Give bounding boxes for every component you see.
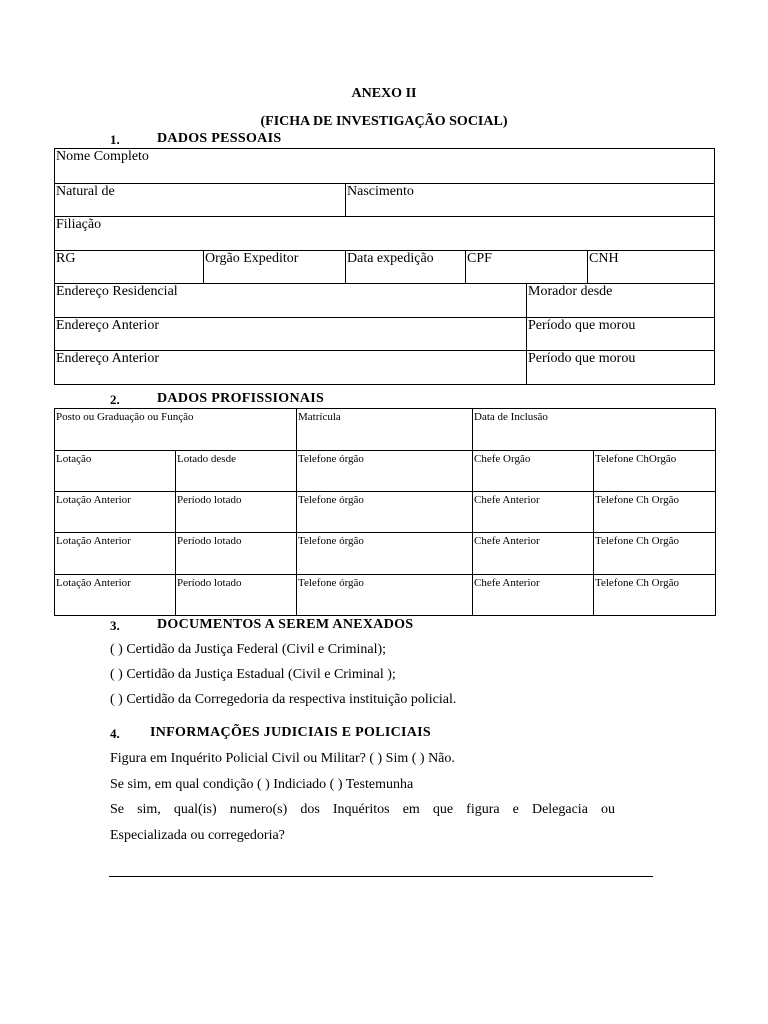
morador-desde-label: Morador desde: [528, 284, 613, 299]
data-expedicao-field[interactable]: [346, 251, 466, 284]
telefone-orgao-label: Telefone órgão: [298, 535, 364, 547]
annex-title: ANEXO II: [351, 86, 417, 101]
telefone-chefe-field[interactable]: [594, 575, 716, 616]
lotacao-anterior-label: Lotação Anterior: [56, 535, 131, 547]
periodo-lotado-label: Período lotado: [177, 577, 242, 589]
posto-field[interactable]: [55, 409, 297, 451]
endereco-residencial-label: Endereço Residencial: [56, 284, 178, 299]
orgao-label: Orgão Expeditor: [205, 251, 299, 266]
periodo-lotado-label: Período lotado: [177, 535, 242, 547]
section4-number: 4.: [110, 726, 120, 741]
lotacao-field[interactable]: [55, 451, 176, 492]
cnh-field[interactable]: [588, 251, 715, 284]
chefe-anterior-field[interactable]: [473, 533, 594, 575]
posto-label: Posto ou Graduação ou Função: [56, 411, 194, 423]
periodo-lotado-label: Período lotado: [177, 494, 242, 506]
natural-label: Natural de: [56, 184, 115, 199]
telefone-orgao-field[interactable]: [297, 533, 473, 575]
section2-title: DADOS PROFISSIONAIS: [157, 391, 325, 406]
answer-line[interactable]: [109, 876, 653, 877]
section1-title: DADOS PESSOAIS: [157, 131, 282, 146]
telefone-orgao-label: Telefone órgão: [298, 453, 364, 465]
document-item: ( ) Certidão da Justiça Federal (Civil e Criminal);: [110, 642, 387, 657]
matricula-field[interactable]: [297, 409, 473, 451]
chefe-anterior-label: Chefe Anterior: [474, 577, 540, 589]
telefone-chefe-label: Telefone Ch Orgão: [595, 535, 679, 547]
chefe-anterior-label: Chefe Anterior: [474, 535, 540, 547]
periodo-lotado-field[interactable]: [176, 533, 297, 575]
section2-number: 2.: [110, 392, 120, 407]
lotacao-label: Lotação: [56, 453, 92, 465]
cnh-label: CNH: [589, 251, 619, 266]
chefe-anterior-label: Chefe Anterior: [474, 494, 540, 506]
natural-de-field[interactable]: [55, 184, 346, 217]
telefone-chefe-label: Telefone Ch Orgão: [595, 577, 679, 589]
periodo-morou-label: Período que morou: [528, 318, 636, 333]
telefone-chefe-label: Telefone Ch Orgão: [595, 494, 679, 506]
lotado-desde-label: Lotado desde: [177, 453, 236, 465]
data-expedicao-label: Data expedição: [347, 251, 434, 266]
telefone-orgao-label: Telefone órgão: [298, 494, 364, 506]
form-subtitle: (FICHA DE INVESTIGAÇÃO SOCIAL): [260, 114, 508, 129]
lotacao-anterior-field[interactable]: [55, 492, 176, 533]
filiacao-label: Filiação: [56, 217, 102, 232]
document-item: ( ) Certidão da Justiça Estadual (Civil e Criminal );: [110, 667, 396, 682]
telefone-chefe-field[interactable]: [594, 451, 716, 492]
telefone-chefe-field[interactable]: [594, 492, 716, 533]
matricula-label: Matrícula: [298, 411, 341, 423]
professional-data-table: [54, 408, 716, 616]
data-inclusao-label: Data de Inclusão: [474, 411, 548, 423]
endereco-residencial-field[interactable]: [55, 284, 527, 318]
personal-data-table: [54, 148, 715, 385]
cpf-field[interactable]: [466, 251, 588, 284]
nome-label: Nome Completo: [56, 149, 149, 164]
nascimento-label: Nascimento: [347, 184, 414, 199]
endereco-anterior-field[interactable]: [55, 351, 527, 385]
cpf-label: CPF: [467, 251, 492, 266]
telefone-orgao-field[interactable]: [297, 451, 473, 492]
chefe-anterior-field[interactable]: [473, 575, 594, 616]
endereco-anterior-label: Endereço Anterior: [56, 318, 160, 333]
telefone-chefe-label: Telefone ChOrgão: [595, 453, 677, 465]
lotado-desde-field[interactable]: [176, 451, 297, 492]
rg-field[interactable]: [55, 251, 204, 284]
data-inclusao-field[interactable]: [473, 409, 716, 451]
orgao-expeditor-field[interactable]: [204, 251, 346, 284]
telefone-orgao-field[interactable]: [297, 575, 473, 616]
filiacao-field[interactable]: [55, 217, 715, 251]
section3-title: DOCUMENTOS A SEREM ANEXADOS: [157, 617, 414, 632]
question-condicao: Se sim, em qual condição ( ) Indiciado ( ) Testemunha: [110, 777, 414, 792]
rg-label: RG: [56, 251, 76, 266]
endereco-anterior-label: Endereço Anterior: [56, 351, 160, 366]
lotacao-anterior-label: Lotação Anterior: [56, 577, 131, 589]
endereco-anterior-field[interactable]: [55, 318, 527, 351]
chefe-orgao-label: Chefe Orgão: [474, 453, 531, 465]
lotacao-anterior-label: Lotação Anterior: [56, 494, 131, 506]
telefone-orgao-field[interactable]: [297, 492, 473, 533]
periodo-morou-field[interactable]: [527, 351, 715, 385]
chefe-anterior-field[interactable]: [473, 492, 594, 533]
question-inquerito: Figura em Inquérito Policial Civil ou Militar? ( ) Sim ( ) Não.: [110, 751, 455, 766]
periodo-lotado-field[interactable]: [176, 575, 297, 616]
section1-number: 1.: [110, 132, 120, 147]
periodo-morou-label: Período que morou: [528, 351, 636, 366]
document-item: ( ) Certidão da Corregedoria da respectiva instituição policial.: [110, 692, 457, 707]
nome-completo-field[interactable]: [55, 149, 715, 184]
question-numeros-line2: Especializada ou corregedoria?: [110, 828, 285, 843]
periodo-morou-field[interactable]: [527, 318, 715, 351]
lotacao-anterior-field[interactable]: [55, 575, 176, 616]
nascimento-field[interactable]: [346, 184, 715, 217]
question-numeros-line1: Se sim, qual(is) numero(s) dos Inquéritos em que figura e Delegacia ou: [110, 802, 615, 817]
telefone-chefe-field[interactable]: [594, 533, 716, 575]
lotacao-anterior-field[interactable]: [55, 533, 176, 575]
section4-title: INFORMAÇÕES JUDICIAIS E POLICIAIS: [150, 725, 431, 740]
periodo-lotado-field[interactable]: [176, 492, 297, 533]
morador-desde-field[interactable]: [527, 284, 715, 318]
section3-number: 3.: [110, 618, 120, 633]
chefe-orgao-field[interactable]: [473, 451, 594, 492]
telefone-orgao-label: Telefone órgão: [298, 577, 364, 589]
